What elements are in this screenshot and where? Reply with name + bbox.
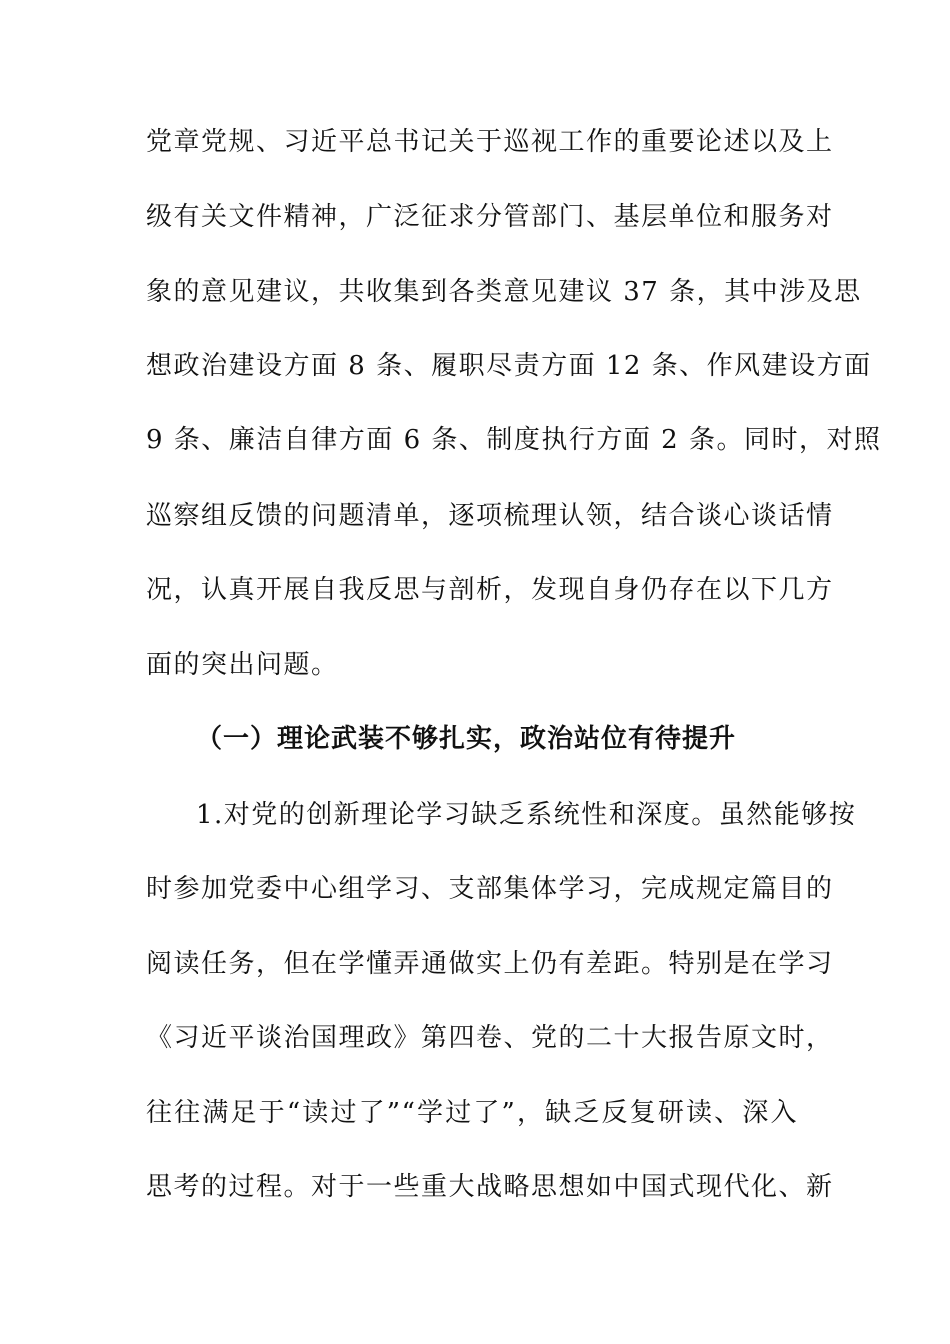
paragraph-line-last: 面的突出问题。	[146, 650, 339, 680]
paragraph-line: 想政治建设方面 8 条、履职尽责方面 12 条、作风建设方面	[146, 351, 872, 381]
paragraph-line: 1.对党的创新理论学习缺乏系统性和深度。虽然能够按	[196, 800, 857, 830]
paragraph-line: 象的意见建议，共收集到各类意见建议 37 条，其中涉及思	[146, 277, 862, 307]
paragraph-line: 况，认真开展自我反思与剖析，发现自身仍存在以下几方	[146, 575, 834, 605]
paragraph-line: 往往满足于“读过了”“学过了”，缺乏反复研读、深入	[146, 1098, 798, 1128]
paragraph-line: 时参加党委中心组学习、支部集体学习，完成规定篇目的	[146, 874, 834, 904]
paragraph-line: 巡察组反馈的问题清单，逐项梳理认领，结合谈心谈话情	[146, 501, 834, 531]
paragraph-line: 思考的过程。对于一些重大战略思想如中国式现代化、新	[146, 1172, 834, 1202]
section-heading: （一）理论武装不够扎实，政治站位有待提升	[196, 724, 737, 754]
paragraph-line: 9 条、廉洁自律方面 6 条、制度执行方面 2 条。同时，对照	[146, 425, 882, 455]
paragraph-line: 级有关文件精神，广泛征求分管部门、基层单位和服务对	[146, 202, 834, 232]
paragraph-line: 《习近平谈治国理政》第四卷、党的二十大报告原文时，	[146, 1023, 834, 1053]
paragraph-line: 阅读任务，但在学懂弄通做实上仍有差距。特别是在学习	[146, 949, 834, 979]
paragraph-line: 党章党规、习近平总书记关于巡视工作的重要论述以及上	[146, 127, 834, 157]
